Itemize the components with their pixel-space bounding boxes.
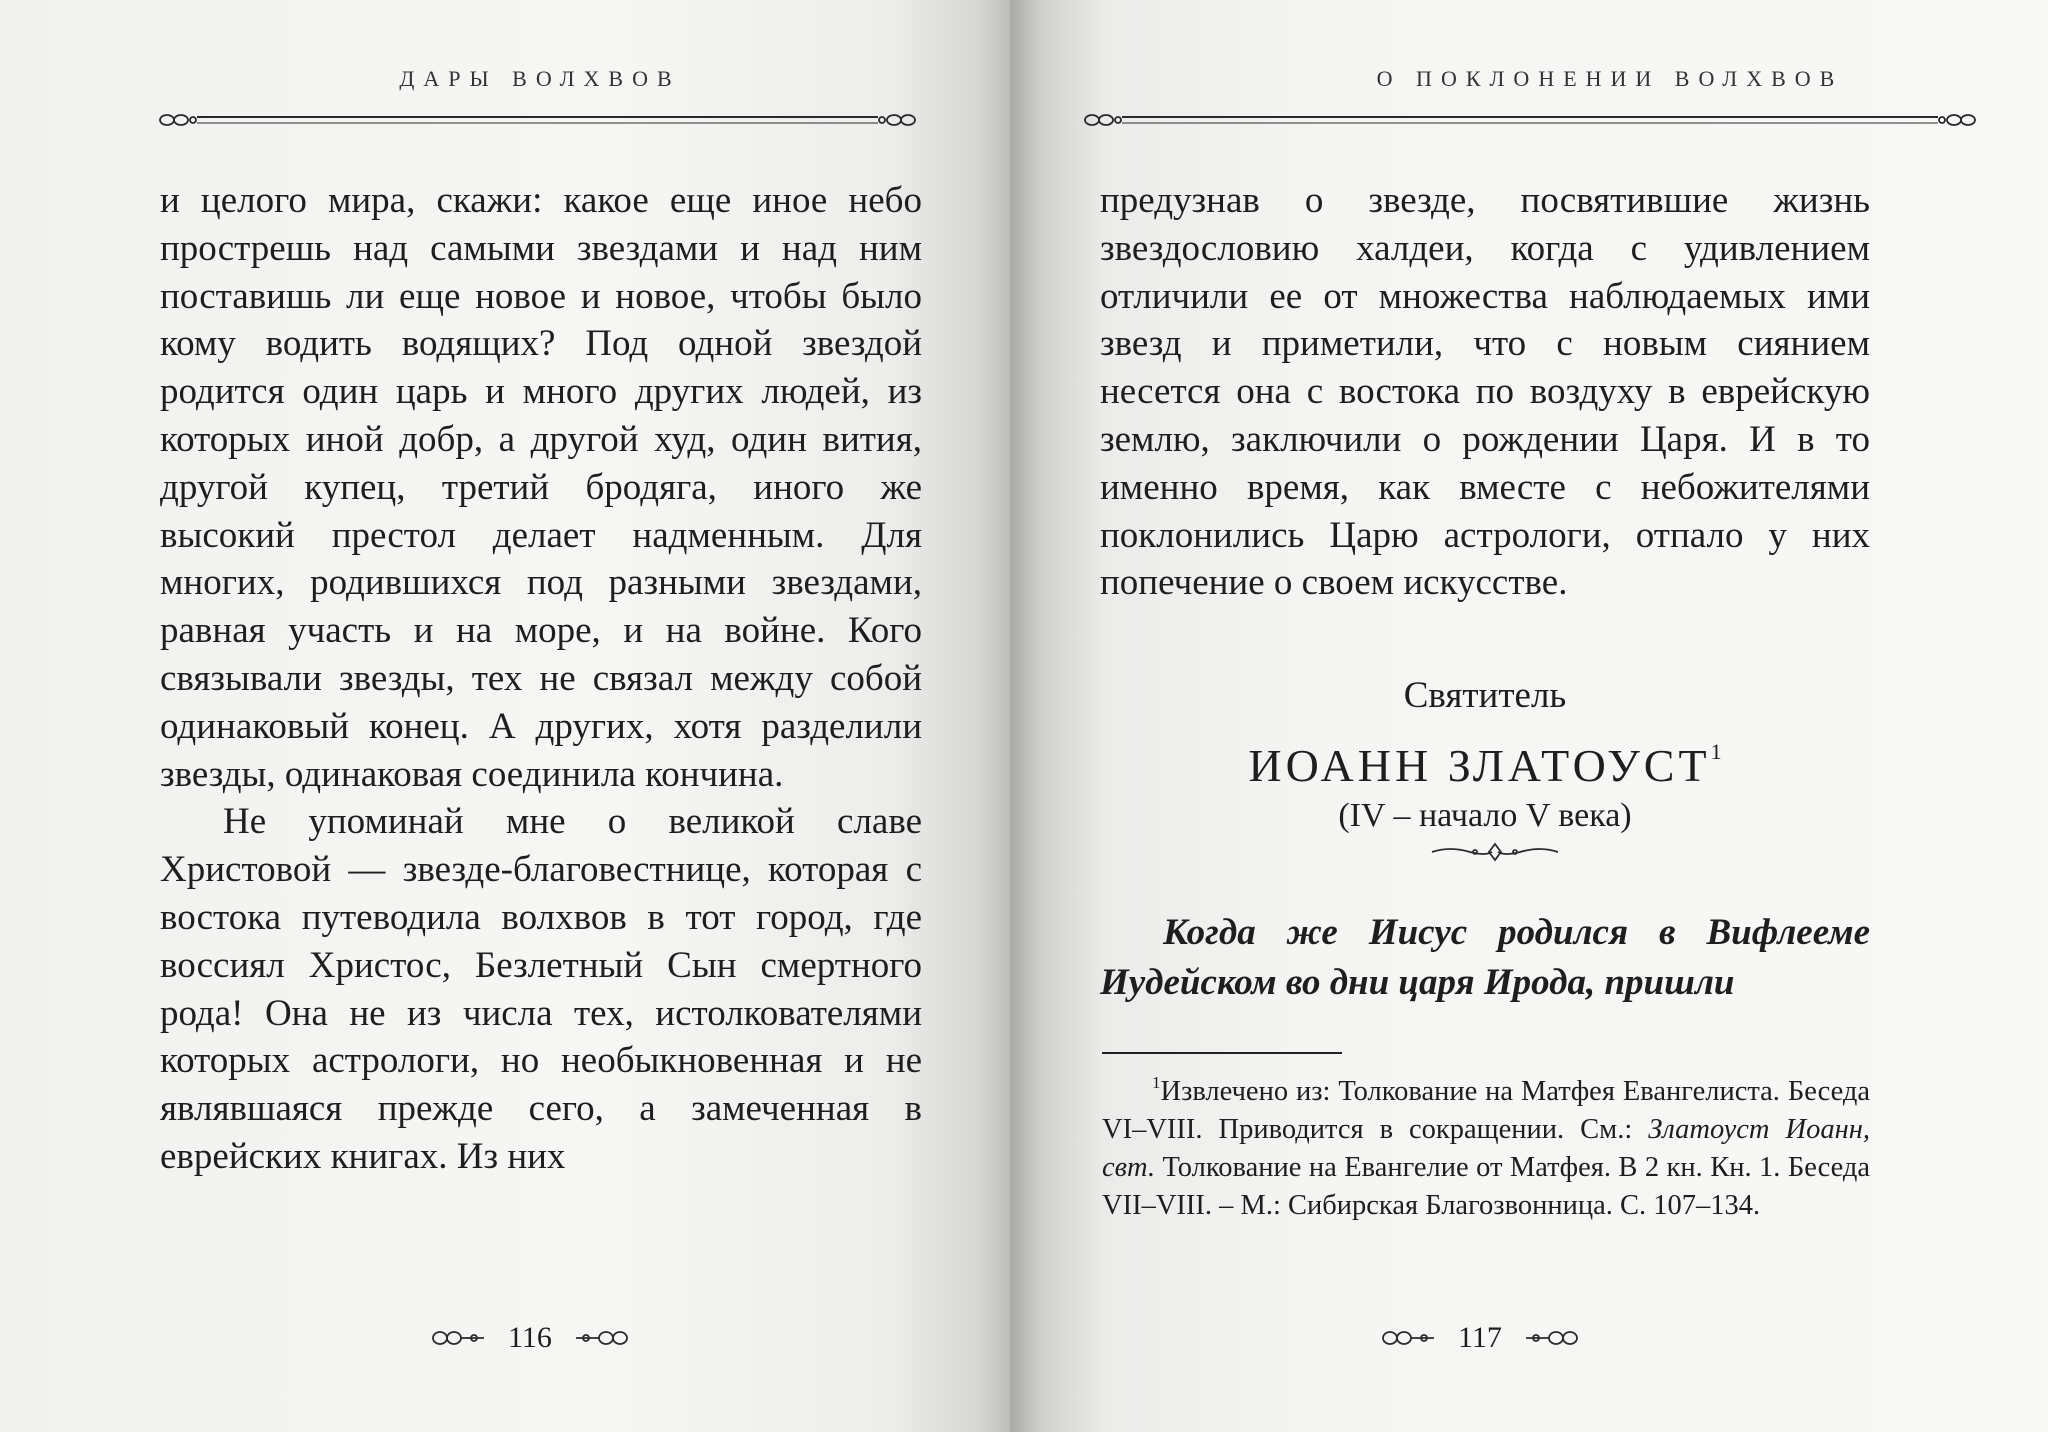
header-rule-ornament-icon [155, 108, 920, 132]
author-heading [1100, 672, 1870, 838]
footnote-text-start: Извлечено из: Толкование на Матфея Евангелиста. Беседа VI–VIII. Приводится в сокращении. См.: [1102, 1076, 1870, 1145]
footnote-marker: 1 [1152, 1073, 1161, 1092]
right-folio [1380, 1318, 1580, 1358]
left-folio [430, 1318, 630, 1358]
author-name: ИОАНН ЗЛАТОУСТ$^1$ [1248, 739, 1722, 791]
epigraph [1100, 908, 1870, 1008]
left-page [0, 0, 1010, 1432]
author-honorific: Святитель [1403, 675, 1567, 716]
right-paragraph-1: предузнав о звезде, посвятившие жизнь звездословию халдеи, когда с удивлением отличили ее от множества наблюдаемых ими звезд и приметили, что с новым сиянием несется она с востока по воздуху в еврейскую землю, заключили о рождении Царя. И в то именно время, как вместе с небожителями поклонились Царю астрологи, отпало у них попечение о своем искусстве. [1100, 180, 1870, 604]
footnote-author-italic: Златоуст Иоанн, свт. [1102, 1114, 1870, 1183]
left-paragraph-1: и целого мира, скажи: какое еще иное небо прострешь над самыми звездами и над ним поставишь ли еще новое и новое, чтобы было кому водить водящих? Под одной звездой родится один царь и много других людей, из которых иной добр, а другой худ, один вития, другой купец, третий бродяга, иного же высокий престол делает надменным. Для многих, родившихся под разными звездами, равная участь и на море, и на войне. Кого связывали звезды, тех не связал между собой одинаковый конец. А других, хотя разделили звезды, одинаковая соединила кончина. [160, 180, 922, 795]
right-body-text [1100, 177, 1870, 607]
section-divider-ornament-icon [1430, 840, 1560, 864]
folio-ornament-icon [574, 1327, 630, 1349]
running-head-right: О ПОКЛОНЕНИИ ВОЛХВОВ [1376, 66, 1844, 91]
footnote [1102, 1064, 1870, 1225]
left-body-text [160, 177, 922, 1181]
left-paragraph-2: Не упоминай мне о великой славе Христовой — звезде-благовестнице, которая с востока путеводила волхвов в тот город, где воссиял Христос, Безлетный Сын смертного рода! Она не из числа тех, истолкователями которых астрологи, но необыкновенная и не являвшаяся прежде сего, а замеченная в еврейских книгах. Из них [160, 801, 922, 1177]
page-number-left: 116 [508, 1321, 552, 1354]
page-number-right: 117 [1458, 1321, 1502, 1354]
right-page [1010, 0, 2048, 1432]
folio-ornament-icon [430, 1327, 486, 1349]
author-century: (IV – начало V века) [1338, 797, 1632, 834]
header-rule-ornament-icon [1080, 108, 1980, 132]
epigraph-text: Когда же Иисус родился в Вифлееме Иудейском во дни царя Ирода, пришли [1100, 912, 1870, 1003]
footnote-reference: 1 [1710, 739, 1722, 764]
folio-ornament-icon [1524, 1327, 1580, 1349]
footnote-rule [1102, 1052, 1342, 1054]
running-head-left: ДАРЫ ВОЛХВОВ [399, 66, 681, 91]
footnote-text-end: Толкование на Евангелие от Матфея. В 2 кн. Кн. 1. Беседа VII–VIII. – М.: Сибирская Благозвонница. С. 107–134. [1102, 1152, 1870, 1221]
folio-ornament-icon [1380, 1327, 1436, 1349]
